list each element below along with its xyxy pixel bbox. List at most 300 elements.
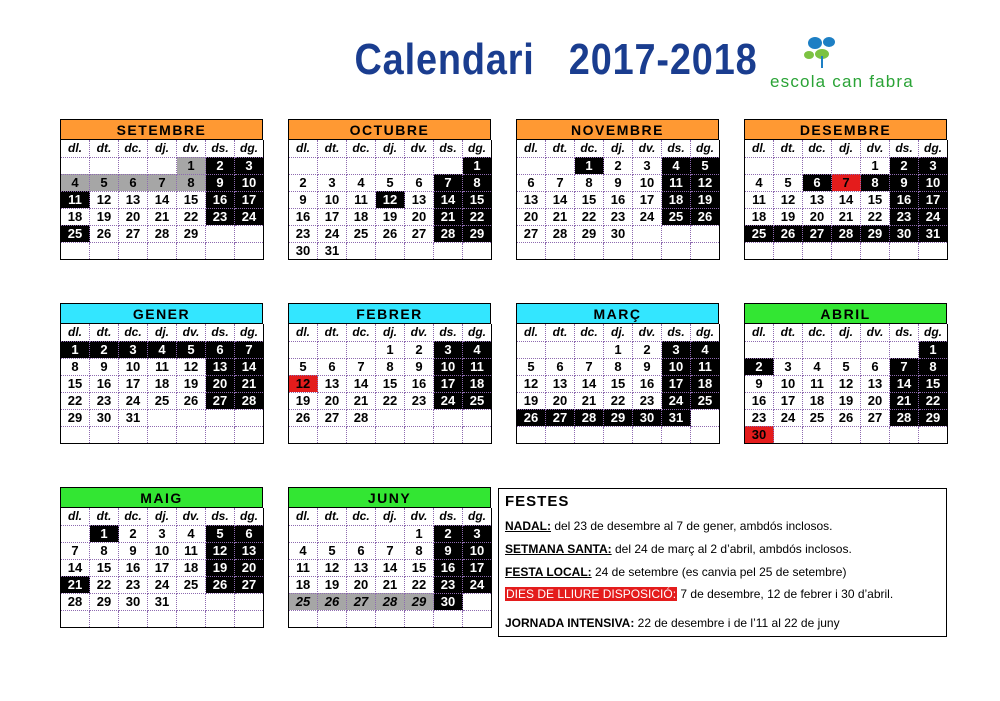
day-cell: [691, 426, 720, 443]
day-cell: 29: [575, 225, 604, 242]
day-cell: 17: [119, 375, 148, 392]
week-row: [61, 593, 264, 610]
day-cell: [517, 426, 546, 443]
day-cell: [206, 225, 235, 242]
day-cell: [347, 157, 376, 174]
week-row: [289, 191, 492, 208]
day-cell: 22: [376, 392, 405, 409]
week-row: [745, 191, 948, 208]
day-cell: 11: [148, 358, 177, 375]
day-cell: 3: [318, 174, 347, 191]
month-grid: [60, 508, 264, 628]
day-cell: 2: [890, 157, 919, 174]
day-cell: 3: [919, 157, 948, 174]
weekday-label: dg.: [919, 140, 948, 157]
day-cell: [318, 610, 347, 627]
month-header: FEBRER: [288, 303, 491, 324]
day-cell: 7: [832, 174, 861, 191]
day-cell: 19: [289, 392, 318, 409]
day-cell: [376, 426, 405, 443]
week-row: [289, 610, 492, 627]
day-cell: [575, 426, 604, 443]
weekday-label: dl.: [289, 508, 318, 525]
day-cell: 10: [148, 542, 177, 559]
day-cell: [890, 341, 919, 358]
day-cell: 22: [405, 576, 434, 593]
day-cell: [463, 593, 492, 610]
week-row: [517, 375, 720, 392]
day-cell: [546, 242, 575, 259]
day-cell: 27: [546, 409, 575, 426]
day-cell: 25: [745, 225, 774, 242]
day-cell: [289, 525, 318, 542]
day-cell: 31: [148, 593, 177, 610]
weekday-label: dv.: [633, 324, 662, 341]
week-row: [61, 610, 264, 627]
day-cell: 27: [861, 409, 890, 426]
weekday-label: dc.: [119, 324, 148, 341]
day-cell: 17: [662, 375, 691, 392]
holiday-easter: SETMANA SANTA: del 24 de març al 2 d’abril, ambdós inclosos.: [505, 542, 852, 556]
day-cell: 13: [206, 358, 235, 375]
week-row: [289, 542, 492, 559]
day-cell: 15: [376, 375, 405, 392]
day-cell: [177, 593, 206, 610]
month-grid: [744, 140, 948, 260]
holiday-christmas: NADAL: del 23 de desembre al 7 de gener, ambdós inclosos.: [505, 519, 833, 533]
day-cell: [119, 426, 148, 443]
day-cell: [861, 242, 890, 259]
day-cell: 28: [376, 593, 405, 610]
day-cell: 28: [148, 225, 177, 242]
day-cell: 21: [434, 208, 463, 225]
day-cell: 24: [235, 208, 264, 225]
day-cell: [318, 525, 347, 542]
day-cell: 18: [803, 392, 832, 409]
day-cell: [774, 426, 803, 443]
week-row: [289, 576, 492, 593]
day-cell: 2: [90, 341, 119, 358]
month-setembre: [60, 119, 263, 260]
day-cell: 14: [235, 358, 264, 375]
day-cell: [206, 409, 235, 426]
day-cell: [575, 341, 604, 358]
day-cell: 31: [318, 242, 347, 259]
month-grid: [744, 324, 948, 444]
day-cell: 11: [662, 174, 691, 191]
day-cell: [61, 426, 90, 443]
day-cell: [376, 157, 405, 174]
day-cell: 24: [119, 392, 148, 409]
day-cell: 2: [434, 525, 463, 542]
weekday-label: dl.: [61, 140, 90, 157]
day-cell: 8: [90, 542, 119, 559]
weekday-label: ds.: [206, 140, 235, 157]
month-header: GENER: [60, 303, 263, 324]
day-cell: 21: [235, 375, 264, 392]
day-cell: 10: [318, 191, 347, 208]
day-cell: 23: [119, 576, 148, 593]
week-row: [745, 341, 948, 358]
day-cell: 29: [405, 593, 434, 610]
day-cell: 25: [148, 392, 177, 409]
day-cell: 1: [61, 341, 90, 358]
day-cell: 24: [148, 576, 177, 593]
weekday-label: ds.: [434, 324, 463, 341]
weekday-label: dt.: [90, 140, 119, 157]
day-cell: 12: [206, 542, 235, 559]
weekday-label: dv.: [861, 324, 890, 341]
day-cell: [745, 341, 774, 358]
day-cell: 4: [691, 341, 720, 358]
day-cell: 7: [376, 542, 405, 559]
day-cell: 6: [405, 174, 434, 191]
day-cell: 8: [604, 358, 633, 375]
day-cell: 29: [463, 225, 492, 242]
day-cell: 5: [206, 525, 235, 542]
week-row: [745, 174, 948, 191]
day-cell: 19: [318, 576, 347, 593]
day-cell: [61, 157, 90, 174]
day-cell: [633, 426, 662, 443]
day-cell: 8: [177, 174, 206, 191]
month-grid: [288, 324, 492, 444]
weekday-label: dl.: [61, 324, 90, 341]
day-cell: [177, 610, 206, 627]
month-header: MAIG: [60, 487, 263, 508]
week-row: [745, 375, 948, 392]
month-header: JUNY: [288, 487, 491, 508]
week-row: [61, 174, 264, 191]
day-cell: 30: [90, 409, 119, 426]
day-cell: [919, 426, 948, 443]
day-cell: 24: [463, 576, 492, 593]
day-cell: 15: [575, 191, 604, 208]
day-cell: 30: [604, 225, 633, 242]
day-cell: 27: [517, 225, 546, 242]
weekday-label: ds.: [890, 140, 919, 157]
weekday-label: dl.: [745, 324, 774, 341]
day-cell: 25: [662, 208, 691, 225]
day-cell: 18: [148, 375, 177, 392]
day-cell: 23: [90, 392, 119, 409]
weekday-row: [289, 508, 492, 525]
day-cell: 1: [90, 525, 119, 542]
day-cell: 11: [691, 358, 720, 375]
day-cell: 4: [177, 525, 206, 542]
day-cell: 12: [289, 375, 318, 392]
day-cell: [832, 157, 861, 174]
day-cell: 9: [633, 358, 662, 375]
week-row: [61, 559, 264, 576]
day-cell: 16: [405, 375, 434, 392]
day-cell: [206, 426, 235, 443]
day-cell: 20: [235, 559, 264, 576]
day-cell: 21: [832, 208, 861, 225]
weekday-label: dv.: [177, 324, 206, 341]
day-cell: 2: [206, 157, 235, 174]
day-cell: [289, 157, 318, 174]
day-cell: 30: [745, 426, 774, 443]
day-cell: 22: [861, 208, 890, 225]
month-grid: [516, 140, 720, 260]
month-gener: [60, 303, 263, 444]
day-cell: 15: [861, 191, 890, 208]
week-row: [517, 341, 720, 358]
day-cell: 11: [61, 191, 90, 208]
weekday-label: dj.: [376, 140, 405, 157]
day-cell: 13: [347, 559, 376, 576]
day-cell: 7: [575, 358, 604, 375]
day-cell: [289, 341, 318, 358]
day-cell: [662, 225, 691, 242]
day-cell: 29: [90, 593, 119, 610]
day-cell: 24: [633, 208, 662, 225]
weekday-row: [289, 140, 492, 157]
weekday-label: dg.: [235, 140, 264, 157]
day-cell: 28: [235, 392, 264, 409]
week-row: [745, 392, 948, 409]
day-cell: 18: [347, 208, 376, 225]
day-cell: 26: [832, 409, 861, 426]
day-cell: 19: [90, 208, 119, 225]
day-cell: 20: [405, 208, 434, 225]
day-cell: 12: [832, 375, 861, 392]
day-cell: 18: [745, 208, 774, 225]
day-cell: 10: [235, 174, 264, 191]
day-cell: [347, 426, 376, 443]
week-row: [61, 358, 264, 375]
day-cell: 21: [575, 392, 604, 409]
day-cell: [803, 341, 832, 358]
day-cell: [206, 593, 235, 610]
day-cell: 29: [919, 409, 948, 426]
day-cell: 11: [745, 191, 774, 208]
day-cell: 15: [405, 559, 434, 576]
day-cell: 9: [745, 375, 774, 392]
day-cell: [177, 426, 206, 443]
day-cell: 14: [61, 559, 90, 576]
day-cell: 29: [61, 409, 90, 426]
day-cell: 3: [662, 341, 691, 358]
day-cell: 5: [90, 174, 119, 191]
day-cell: [206, 242, 235, 259]
weekday-label: dg.: [463, 324, 492, 341]
day-cell: [119, 242, 148, 259]
day-cell: 17: [235, 191, 264, 208]
week-row: [289, 593, 492, 610]
day-cell: 5: [289, 358, 318, 375]
weekday-label: dj.: [604, 140, 633, 157]
school-logo-icon: [800, 34, 844, 68]
day-cell: 7: [61, 542, 90, 559]
day-cell: 16: [289, 208, 318, 225]
weekday-label: dc.: [347, 508, 376, 525]
day-cell: 25: [803, 409, 832, 426]
day-cell: 16: [890, 191, 919, 208]
weekday-label: ds.: [434, 508, 463, 525]
day-cell: [774, 242, 803, 259]
day-cell: 17: [318, 208, 347, 225]
day-cell: 18: [61, 208, 90, 225]
day-cell: 20: [318, 392, 347, 409]
day-cell: 9: [604, 174, 633, 191]
day-cell: 2: [745, 358, 774, 375]
week-row: [61, 157, 264, 174]
day-cell: [61, 525, 90, 542]
day-cell: 26: [376, 225, 405, 242]
day-cell: 22: [919, 392, 948, 409]
day-cell: 18: [289, 576, 318, 593]
day-cell: 2: [119, 525, 148, 542]
weekday-label: dc.: [347, 140, 376, 157]
day-cell: 2: [405, 341, 434, 358]
day-cell: [774, 341, 803, 358]
day-cell: [575, 242, 604, 259]
day-cell: 24: [434, 392, 463, 409]
day-cell: [633, 225, 662, 242]
weekday-label: dg.: [463, 140, 492, 157]
day-cell: 20: [546, 392, 575, 409]
day-cell: 24: [662, 392, 691, 409]
day-cell: 23: [604, 208, 633, 225]
day-cell: 30: [434, 593, 463, 610]
month-header: NOVEMBRE: [516, 119, 719, 140]
weekday-label: dj.: [148, 508, 177, 525]
month-header: ABRIL: [744, 303, 947, 324]
weekday-label: dj.: [148, 324, 177, 341]
weekday-label: dj.: [604, 324, 633, 341]
day-cell: 7: [347, 358, 376, 375]
day-cell: 27: [235, 576, 264, 593]
weekday-label: dj.: [832, 324, 861, 341]
day-cell: 6: [546, 358, 575, 375]
day-cell: 28: [61, 593, 90, 610]
day-cell: [347, 341, 376, 358]
day-cell: 26: [177, 392, 206, 409]
day-cell: [546, 426, 575, 443]
week-row: [517, 242, 720, 259]
day-cell: [376, 409, 405, 426]
day-cell: 13: [405, 191, 434, 208]
month-grid: [60, 140, 264, 260]
week-row: [289, 242, 492, 259]
month-abril: [744, 303, 947, 444]
day-cell: 4: [289, 542, 318, 559]
day-cell: [546, 341, 575, 358]
day-cell: 14: [148, 191, 177, 208]
month-header: DESEMBRE: [744, 119, 947, 140]
day-cell: [235, 610, 264, 627]
day-cell: 10: [774, 375, 803, 392]
weekday-label: dv.: [177, 508, 206, 525]
day-cell: [662, 426, 691, 443]
day-cell: 20: [119, 208, 148, 225]
day-cell: [318, 426, 347, 443]
day-cell: 5: [774, 174, 803, 191]
week-row: [517, 392, 720, 409]
day-cell: [604, 426, 633, 443]
holidays-box: [498, 488, 947, 637]
week-row: [289, 409, 492, 426]
day-cell: 9: [405, 358, 434, 375]
day-cell: 3: [774, 358, 803, 375]
week-row: [61, 242, 264, 259]
day-cell: 19: [691, 191, 720, 208]
day-cell: 27: [119, 225, 148, 242]
day-cell: 7: [890, 358, 919, 375]
day-cell: 10: [633, 174, 662, 191]
day-cell: [890, 426, 919, 443]
day-cell: 3: [148, 525, 177, 542]
day-cell: 11: [347, 191, 376, 208]
weekday-label: dc.: [119, 508, 148, 525]
weekday-label: dv.: [177, 140, 206, 157]
day-cell: 11: [289, 559, 318, 576]
day-cell: 17: [148, 559, 177, 576]
week-row: [289, 525, 492, 542]
day-cell: [463, 610, 492, 627]
day-cell: 9: [90, 358, 119, 375]
week-row: [517, 191, 720, 208]
day-cell: 14: [347, 375, 376, 392]
day-cell: 27: [347, 593, 376, 610]
day-cell: 17: [919, 191, 948, 208]
day-cell: 4: [148, 341, 177, 358]
day-cell: 5: [832, 358, 861, 375]
day-cell: 8: [61, 358, 90, 375]
day-cell: 3: [235, 157, 264, 174]
day-cell: 14: [575, 375, 604, 392]
day-cell: 9: [434, 542, 463, 559]
weekday-label: dt.: [774, 324, 803, 341]
weekday-label: dc.: [119, 140, 148, 157]
day-cell: 21: [546, 208, 575, 225]
day-cell: 9: [289, 191, 318, 208]
week-row: [745, 242, 948, 259]
day-cell: 17: [434, 375, 463, 392]
day-cell: 15: [61, 375, 90, 392]
day-cell: 28: [832, 225, 861, 242]
weekday-label: dl.: [517, 324, 546, 341]
day-cell: 26: [774, 225, 803, 242]
day-cell: 4: [662, 157, 691, 174]
week-row: [61, 426, 264, 443]
day-cell: 20: [861, 392, 890, 409]
day-cell: 6: [318, 358, 347, 375]
weekday-label: ds.: [662, 140, 691, 157]
day-cell: [376, 242, 405, 259]
week-row: [745, 225, 948, 242]
week-row: [61, 392, 264, 409]
day-cell: [405, 426, 434, 443]
weekday-label: dj.: [148, 140, 177, 157]
month-març: [516, 303, 719, 444]
day-cell: [463, 242, 492, 259]
day-cell: 28: [546, 225, 575, 242]
weekday-label: ds.: [662, 324, 691, 341]
week-row: [61, 341, 264, 358]
weekday-label: dg.: [235, 508, 264, 525]
day-cell: 6: [206, 341, 235, 358]
weekday-label: dv.: [861, 140, 890, 157]
day-cell: [148, 426, 177, 443]
day-cell: 8: [376, 358, 405, 375]
day-cell: [803, 426, 832, 443]
day-cell: [919, 242, 948, 259]
day-cell: 3: [463, 525, 492, 542]
day-cell: 22: [61, 392, 90, 409]
